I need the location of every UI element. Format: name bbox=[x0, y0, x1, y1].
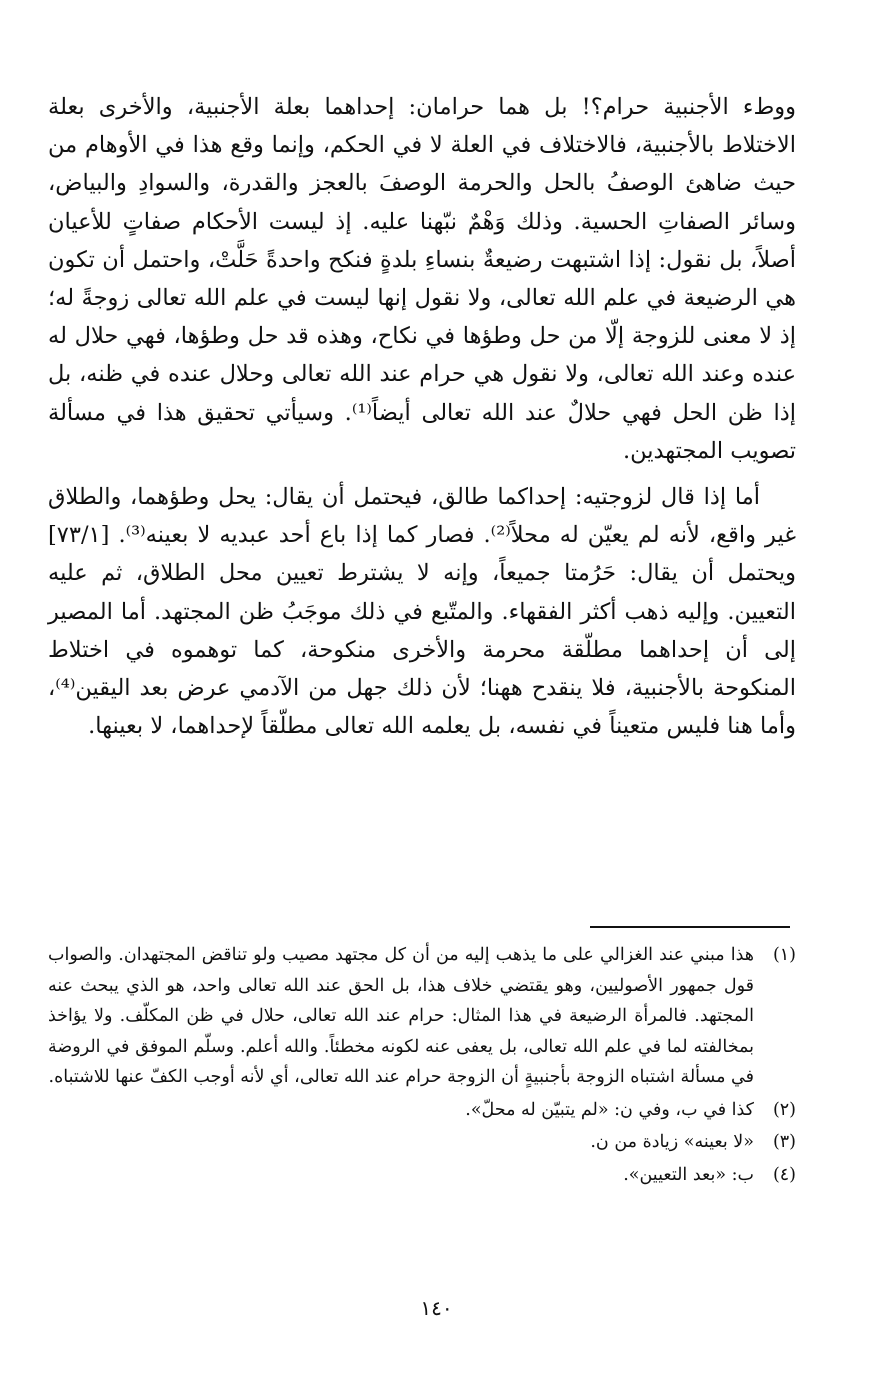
footnote-3 bbox=[48, 1127, 796, 1158]
paragraph-2: أما إذا قال لزوجتيه: إحداكما طالق، فيحتمل أن يقال: يحل وطؤهما، والطلاق غير واقع، لأنه لم يعيّن له محلاً⁽²⁾. فصار كما إذا باع أحد عبديه لا بعينه⁽³⁾. [٧٣/١] ويحتمل أن يقال: حَرُمتا جميعاً، وإنه لا يشترط تعيين محل الطلاق، ثم عليه التعيين. وإليه ذهب أكثر الفقهاء. والمتّبع في ذلك موجَبُ ظن المجتهد. أما المصير إلى أن إحداهما مطلّقة محرمة والأخرى منكوحة، كما توهموه في اختلاط المنكوحة بالأجنبية، فلا ينقدح ههنا؛ لأن ذلك جهل من الآدمي عرض بعد اليقين⁽⁴⁾، وأما هنا فليس متعيناً في نفسه، بل يعلمه الله تعالى مطلّقاً لإحداهما، لا بعينها. bbox=[48, 484, 796, 740]
footnote-number: (٤) bbox=[772, 1164, 796, 1185]
footnote-4 bbox=[48, 1160, 796, 1191]
footnote-number: (١) bbox=[772, 945, 796, 965]
footnote-text: كذا في ب، وفي ن: «لم يتبيّن له محلّ». bbox=[465, 1099, 754, 1120]
footnote-separator bbox=[590, 926, 790, 928]
footnote-2 bbox=[48, 1095, 796, 1126]
paragraph-1: ووطء الأجنبية حرام؟! بل هما حرامان: إحداهما بعلة الأجنبية، والأخرى بعلة الاختلاط بالأجنبية، فالاختلاف في العلة لا في الحكم، وإنما وقع هذا في الأوهام من حيث ضاهئ الوصفُ بالحل والحرمة الوصفَ بالعجز والقدرة، والسوادِ والبياض، وسائر الصفاتِ الحسية. وذلك وَهْمٌ نبّهنا عليه. إذ ليست الأحكام صفاتٍ للأعيان أصلاً، بل نقول: إذا اشتبهت رضيعةٌ بنساءِ بلدةٍ فنكح واحدةً حَلَّتْ، واحتمل أن تكون هي الرضيعة في علم الله تعالى، ولا نقول إنها ليست في علم الله تعالى زوجةً له؛ إذ لا معنى للزوجة إلّا من حل وطؤها في نكاح، وهذه قد حل وطؤها، فهي حلال له عنده وعند الله تعالى، ولا نقول هي حرام عند الله تعالى وحلال عنده في ظنه، بل إذا ظن الحل فهي حلالٌ عند الله تعالى أيضاً⁽¹⁾. وسيأتي تحقيق هذا في مسألة تصويب المجتهدين. bbox=[48, 94, 796, 464]
footnote-1 bbox=[48, 940, 796, 1093]
footnotes bbox=[48, 940, 796, 1190]
footnote-text: ب: «بعد التعيين». bbox=[623, 1164, 754, 1185]
footnote-number: (٢) bbox=[772, 1099, 796, 1120]
footnote-text: هذا مبني عند الغزالي على ما يذهب إليه من أن كل مجتهد مصيب ولو تناقض المجتهدان. والصواب قول جمهور الأصوليين، وهو يقتضي خلاف هذا، بل الحق عند الله تعالى واحد، هو الذي يبحث عنه المجتهد. فالمرأة الرضيعة في هذا المثال: حرام عند الله تعالى، حلال في ظن المكلّف. ولا يؤاخذ بمخالفته لما في علم الله تعالى، بل يعفى عنه لكونه مخطئاً. والله أعلم. وسلّم الموفق في الروضة في مسألة اشتباه الزوجة بأجنبيةٍ أن الزوجة حرام عند الله تعالى، أي لأنه أوجب الكفّ عنها للاشتباه. bbox=[48, 945, 754, 1087]
footnote-text: «لا بعينه» زيادة من ن. bbox=[590, 1132, 754, 1152]
footnote-number: (٣) bbox=[772, 1132, 796, 1152]
main-text bbox=[48, 88, 796, 745]
page-number: ١٤٠ bbox=[420, 1296, 453, 1320]
